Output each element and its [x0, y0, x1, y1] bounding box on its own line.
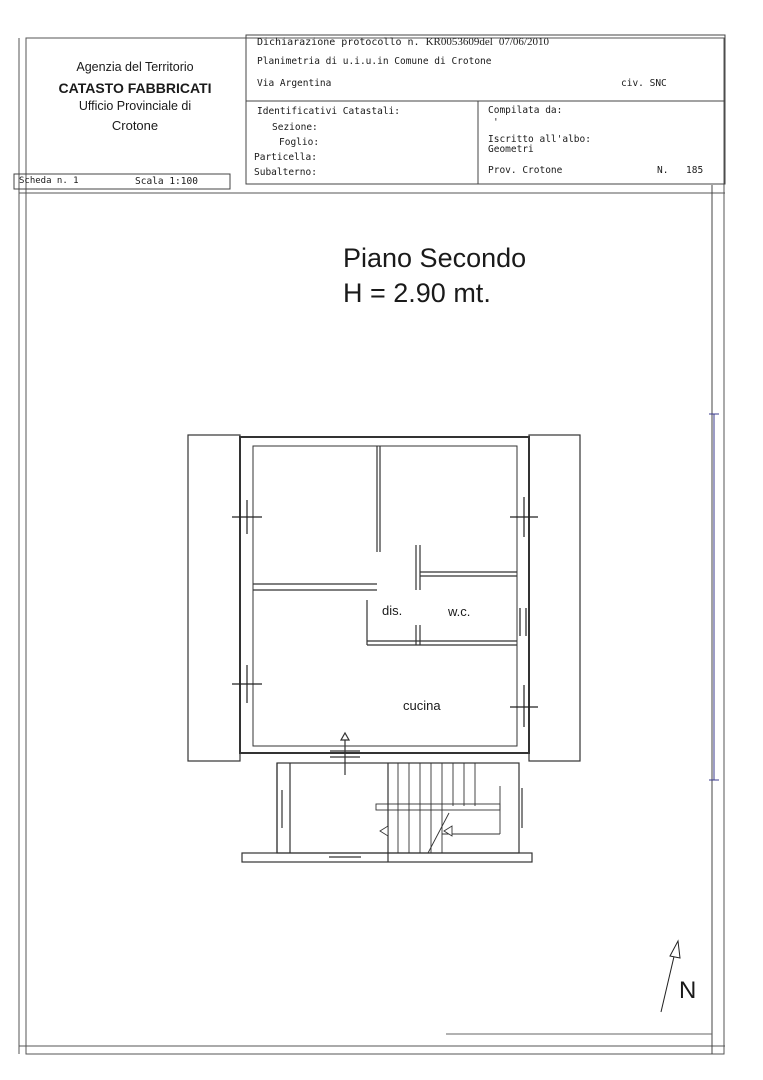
floor-title: Piano Secondo: [343, 243, 527, 273]
office-city: Crotone: [111, 118, 159, 133]
agency-name: Agenzia del Territorio: [76, 60, 194, 74]
room-label-wc: w.c.: [448, 604, 471, 619]
header-box: [14, 35, 725, 1054]
declaration-line: [257, 36, 549, 48]
stair-block: [242, 763, 532, 862]
profession: Geometri: [488, 144, 534, 155]
civic-number: civ. SNC: [621, 78, 667, 89]
room-label-dis: dis.: [382, 603, 403, 618]
address: Via Argentina: [257, 78, 332, 89]
balcony-right: [529, 435, 580, 761]
apartment-outline: [240, 437, 529, 753]
subalterno-label: Subalterno:: [254, 167, 317, 178]
room-label-cucina: cucina: [403, 698, 441, 713]
declaration-del: del: [479, 36, 493, 48]
stair-steps: [376, 763, 500, 853]
balcony-left: [188, 435, 240, 761]
department-name: CATASTO FABBRICATI: [58, 80, 212, 96]
scala-label: Scala 1:100: [135, 176, 198, 187]
identifiers-title: Identificativi Catastali:: [257, 106, 400, 117]
sezione-label: Sezione:: [272, 122, 318, 133]
floor-height: H = 2.90 mt.: [343, 278, 491, 308]
province: Prov. Crotone: [488, 165, 563, 176]
scheda-label: Scheda n. 1: [19, 176, 79, 186]
protocol-number: KR0053609: [425, 36, 480, 48]
floor-plan: [188, 435, 580, 862]
declaration-prefix: Dichiarazione protocollo n.: [257, 37, 420, 48]
planimetria-line: Planimetria di u.i.u.in Comune di Crotone: [257, 56, 492, 67]
foglio-label: Foglio:: [279, 137, 320, 148]
number-label: N.: [657, 165, 669, 176]
compiler-mark: ': [493, 117, 499, 128]
compiler-title: Compilata da:: [488, 105, 563, 116]
dimension-line: [709, 414, 719, 780]
declaration-date: 07/06/2010: [498, 36, 549, 48]
particella-label: Particella:: [254, 152, 317, 163]
north-arrow-icon: [661, 941, 680, 1012]
north-label: N: [679, 977, 697, 1004]
registration-number: 185: [686, 165, 704, 176]
office-name: Ufficio Provinciale di: [78, 99, 192, 113]
albo-label: Iscritto all'albo:: [488, 134, 591, 145]
sheet-border: [19, 38, 725, 1054]
